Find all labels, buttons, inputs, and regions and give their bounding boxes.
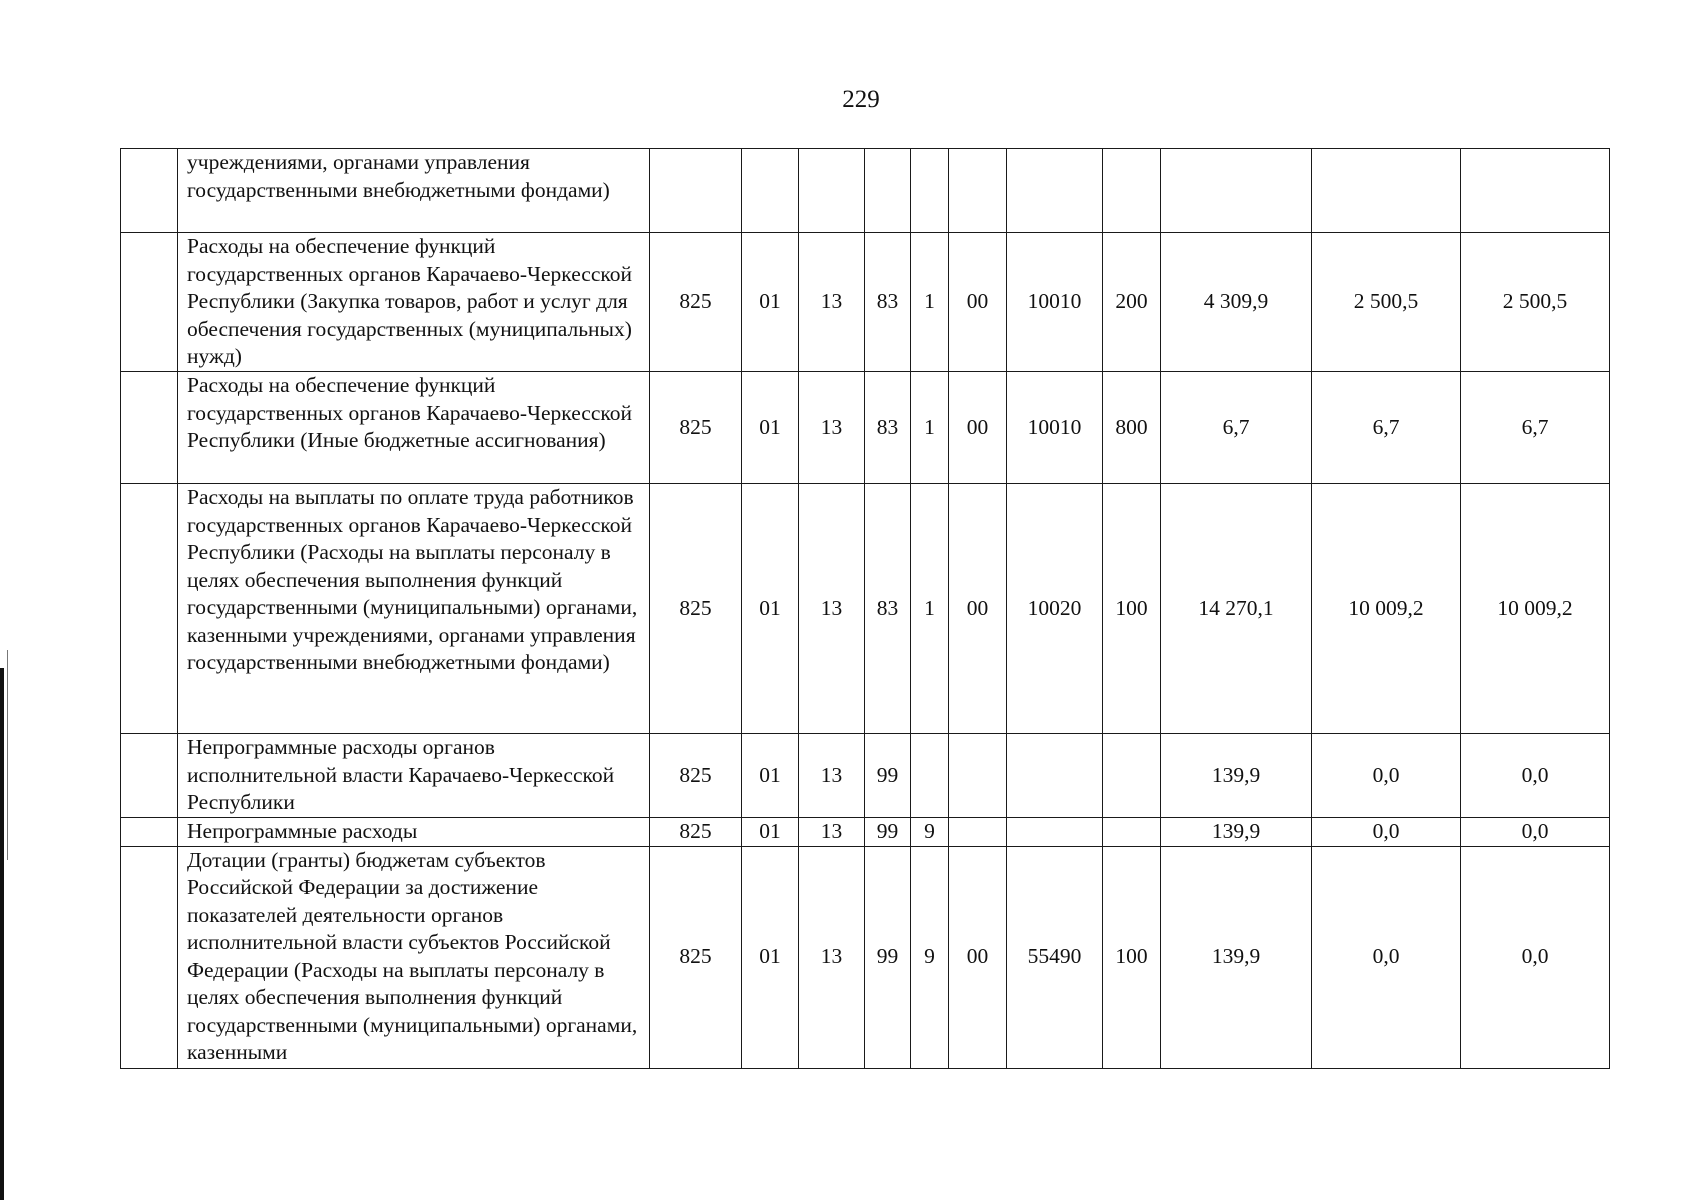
subprogram-cell [911, 149, 949, 233]
amount-year3-cell: 6,7 [1461, 372, 1610, 484]
row-number-cell [121, 734, 178, 818]
subsection-cell: 13 [799, 233, 865, 372]
row-number-cell [121, 818, 178, 847]
row-number-cell [121, 372, 178, 484]
item-name-cell: Дотации (гранты) бюджетам субъектов Российской Федерации за достижение показателей деятельности органов исполнительной власти субъектов Российской Федерации (Расходы на выплаты персоналу в целях обеспечения выполнения функций государственными (муниципальными) органами, казенными [178, 846, 650, 1068]
main-event-cell: 00 [949, 372, 1007, 484]
amount-year1-cell: 6,7 [1161, 372, 1312, 484]
item-name-cell: учреждениями, органами управления государственными внебюджетными фондами) [178, 149, 650, 233]
budget-table [120, 148, 1610, 1069]
department-code-cell: 825 [650, 818, 742, 847]
subprogram-cell: 1 [911, 372, 949, 484]
main-event-cell: 00 [949, 484, 1007, 734]
amount-year2-cell: 0,0 [1312, 734, 1461, 818]
direction-cell [1007, 734, 1103, 818]
amount-year3-cell: 0,0 [1461, 846, 1610, 1068]
department-code-cell: 825 [650, 846, 742, 1068]
expense-type-cell: 100 [1103, 846, 1161, 1068]
section-cell: 01 [742, 734, 799, 818]
amount-year2-cell [1312, 149, 1461, 233]
subsection-cell: 13 [799, 484, 865, 734]
scan-edge-line [7, 650, 8, 860]
program-cell: 99 [865, 846, 911, 1068]
amount-year2-cell: 10 009,2 [1312, 484, 1461, 734]
table-row [121, 149, 1610, 233]
expense-type-cell [1103, 149, 1161, 233]
amount-year1-cell: 4 309,9 [1161, 233, 1312, 372]
department-code-cell: 825 [650, 734, 742, 818]
department-code-cell: 825 [650, 372, 742, 484]
subprogram-cell [911, 734, 949, 818]
page-number: 229 [842, 86, 880, 113]
direction-cell: 10010 [1007, 233, 1103, 372]
subsection-cell: 13 [799, 372, 865, 484]
item-name-cell: Непрограммные расходы органов исполнительной власти Карачаево-Черкесской Республики [178, 734, 650, 818]
item-name-cell: Расходы на обеспечение функций государственных органов Карачаево-Черкесской Республики (Закупка товаров, работ и услуг для обеспечения государственных (муниципальных) нужд) [178, 233, 650, 372]
subprogram-cell: 1 [911, 233, 949, 372]
section-cell [742, 149, 799, 233]
direction-cell [1007, 149, 1103, 233]
direction-cell: 10020 [1007, 484, 1103, 734]
department-code-cell: 825 [650, 484, 742, 734]
item-name-cell: Непрограммные расходы [178, 818, 650, 847]
table-row [121, 734, 1610, 818]
main-event-cell: 00 [949, 233, 1007, 372]
department-code-cell: 825 [650, 233, 742, 372]
department-code-cell [650, 149, 742, 233]
item-name-cell: Расходы на выплаты по оплате труда работников государственных органов Карачаево-Черкесской Республики (Расходы на выплаты персоналу в целях обеспечения выполнения функций государственными (муниципальными) органами, казенными учреждениями, органами управления государственными внебюджетными фондами) [178, 484, 650, 734]
row-number-cell [121, 846, 178, 1068]
amount-year1-cell: 14 270,1 [1161, 484, 1312, 734]
subsection-cell [799, 149, 865, 233]
row-number-cell [121, 233, 178, 372]
program-cell: 99 [865, 818, 911, 847]
amount-year2-cell: 0,0 [1312, 846, 1461, 1068]
program-cell: 83 [865, 372, 911, 484]
subsection-cell: 13 [799, 818, 865, 847]
amount-year2-cell: 6,7 [1312, 372, 1461, 484]
main-event-cell [949, 818, 1007, 847]
direction-cell: 55490 [1007, 846, 1103, 1068]
program-cell: 83 [865, 233, 911, 372]
table-row [121, 846, 1610, 1068]
direction-cell: 10010 [1007, 372, 1103, 484]
item-name-cell: Расходы на обеспечение функций государственных органов Карачаево-Черкесской Республики (Иные бюджетные ассигнования) [178, 372, 650, 484]
program-cell [865, 149, 911, 233]
direction-cell [1007, 818, 1103, 847]
table-row [121, 818, 1610, 847]
amount-year2-cell: 2 500,5 [1312, 233, 1461, 372]
program-cell: 83 [865, 484, 911, 734]
section-cell: 01 [742, 233, 799, 372]
amount-year3-cell: 10 009,2 [1461, 484, 1610, 734]
subprogram-cell: 9 [911, 818, 949, 847]
amount-year3-cell: 0,0 [1461, 734, 1610, 818]
amount-year2-cell: 0,0 [1312, 818, 1461, 847]
amount-year1-cell: 139,9 [1161, 846, 1312, 1068]
amount-year3-cell: 2 500,5 [1461, 233, 1610, 372]
main-event-cell [949, 149, 1007, 233]
table-row [121, 233, 1610, 372]
subsection-cell: 13 [799, 734, 865, 818]
expense-type-cell: 100 [1103, 484, 1161, 734]
main-event-cell [949, 734, 1007, 818]
subprogram-cell: 1 [911, 484, 949, 734]
amount-year3-cell: 0,0 [1461, 818, 1610, 847]
section-cell: 01 [742, 846, 799, 1068]
program-cell: 99 [865, 734, 911, 818]
section-cell: 01 [742, 484, 799, 734]
expense-type-cell: 200 [1103, 233, 1161, 372]
expense-type-cell: 800 [1103, 372, 1161, 484]
scan-edge-mark [0, 668, 4, 1200]
row-number-cell [121, 149, 178, 233]
expense-type-cell [1103, 818, 1161, 847]
amount-year1-cell: 139,9 [1161, 734, 1312, 818]
row-number-cell [121, 484, 178, 734]
amount-year1-cell [1161, 149, 1312, 233]
subprogram-cell: 9 [911, 846, 949, 1068]
subsection-cell: 13 [799, 846, 865, 1068]
main-event-cell: 00 [949, 846, 1007, 1068]
expense-type-cell [1103, 734, 1161, 818]
amount-year1-cell: 139,9 [1161, 818, 1312, 847]
amount-year3-cell [1461, 149, 1610, 233]
table-row [121, 372, 1610, 484]
table-row [121, 484, 1610, 734]
section-cell: 01 [742, 818, 799, 847]
section-cell: 01 [742, 372, 799, 484]
